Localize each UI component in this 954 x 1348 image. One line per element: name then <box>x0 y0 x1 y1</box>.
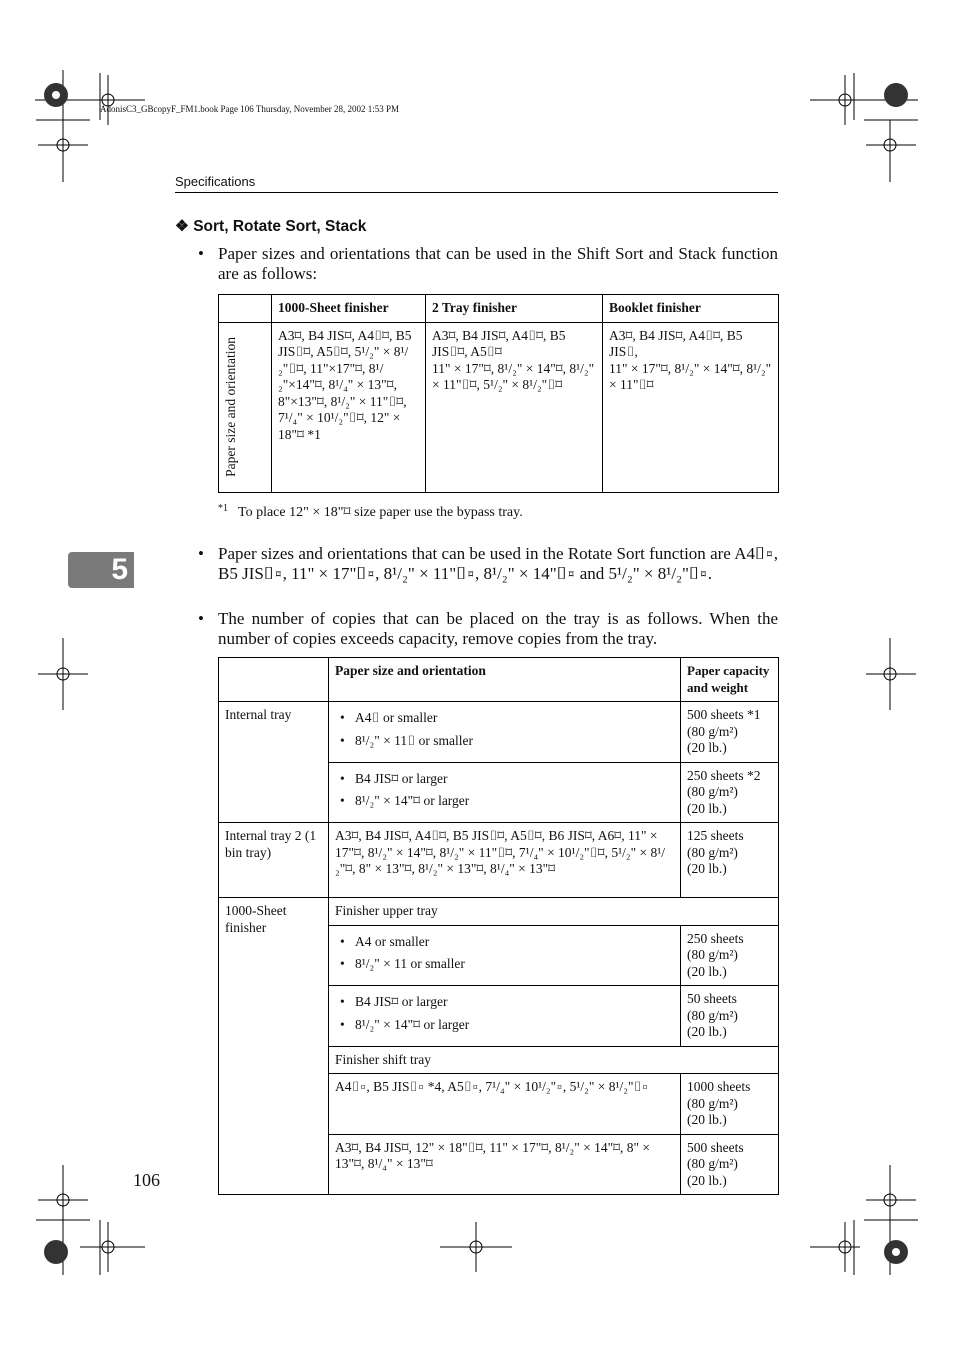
list-item: • B4 JIS⌑ or larger <box>335 771 674 788</box>
section-title: ❖ Sort, Rotate Sort, Stack <box>175 218 367 235</box>
list-item: • B4 JIS⌑ or larger <box>335 994 674 1011</box>
capacity-cell: 50 sheets (80 g/m²) (20 lb.) <box>681 986 779 1047</box>
bullet-marker: • <box>198 544 204 563</box>
table2-header: Paper size and orientation <box>329 658 681 702</box>
row-label: Paper size and orientation <box>223 337 238 477</box>
page-number: 106 <box>133 1170 160 1190</box>
finisher-shift-sizes-1: A4⌷⌑, B5 JIS⌷⌑ *4, A5⌷⌑, 7¹/₄" × 10¹/₂"⌑, 5¹/₂" × 8¹/₂"⌷⌑ <box>329 1074 681 1135</box>
file-header: AdonisC3_GBcopyF_FM1.book Page 106 Thursday, November 28, 2002 1:53 PM <box>100 104 399 114</box>
finisher-label: 1000-Sheet finisher <box>219 898 329 1195</box>
list-item: • 8¹/₂" × 14"⌑ or larger <box>335 1017 674 1034</box>
capacity-cell: 250 sheets *2 (80 g/m²) (20 lb.) <box>681 762 779 823</box>
internal-tray2-sizes: A3⌑, B4 JIS⌑, A4⌷⌑, B5 JIS⌷⌑, A5⌷⌑, B6 JIS⌑, A6⌑, 11" × 17"⌑, 8¹/₂" × 14"⌑, 8¹/₂" × 11"⌷⌑, 7¹/₄" × 10¹/₂"⌷⌑, 5¹/₂" × 8¹/₂"⌑, 8" × 13"⌑, 8¹/₂" × 13"⌑, 8¹/₄" × 13"⌑ <box>329 823 681 898</box>
table1-cell: A3⌑, B4 JIS⌑, A4⌷⌑, B5 JIS⌷⌑, A5⌷⌑, 5¹/₂" × 8¹/₂"⌷⌑, 11"×17"⌑, 8¹/₂"×14"⌑, 8¹/₄" × 13"⌑, 8"×13"⌑, 8¹/₂" × 11"⌷⌑, 7¹/₄" × 10¹/₂"⌷⌑, 12" × 18"⌑ *1 <box>272 322 426 492</box>
bullet-marker: • <box>198 609 204 628</box>
table1-header: 1000-Sheet finisher <box>272 295 426 323</box>
internal-tray-sizes-2 <box>329 762 681 823</box>
table1-header: 2 Tray finisher <box>426 295 603 323</box>
footnote-marker: *1 <box>218 503 228 514</box>
internal-tray2-label: Internal tray 2 (1 bin tray) <box>219 823 329 898</box>
table1-cell: A3⌑, B4 JIS⌑, A4⌷⌑, B5 JIS⌷, 11" × 17"⌑, 8¹/₂" × 14"⌑, 8¹/₂" × 11"⌷⌑ <box>603 322 779 492</box>
list-item: • 8¹/₂" × 11⌷ or smaller <box>335 733 674 750</box>
chapter-number: 5 <box>111 553 128 586</box>
table2-header: Paper capacity and weight <box>681 658 779 702</box>
internal-tray-sizes-1 <box>329 702 681 763</box>
list-item: • A4⌷ or smaller <box>335 710 674 727</box>
row-label-cell <box>219 322 272 492</box>
list-item: • 8¹/₂" × 11 or smaller <box>335 956 674 973</box>
table2-header-empty <box>219 658 329 702</box>
list-item: • 8¹/₂" × 14"⌑ or larger <box>335 793 674 810</box>
capacity-table <box>218 657 779 1195</box>
bullet-text-3: The number of copies that can be placed on the tray is as follows. When the number of copies exceeds capacity, remove copies from the tray. <box>218 609 778 648</box>
bullet-text-1: Paper sizes and orientations that can be used in the Shift Sort and Stack function are as follows: <box>218 244 778 283</box>
header-rule <box>175 192 778 193</box>
table1-header-empty <box>219 295 272 323</box>
finisher-shift-sizes-2: A3⌑, B4 JIS⌑, 12" × 18"⌷⌑, 11" × 17"⌑, 8¹/₂" × 14"⌑, 8" × 13"⌑, 8¹/₄" × 13"⌑ <box>329 1134 681 1195</box>
finisher-upper-sizes-2 <box>329 986 681 1047</box>
table1-header: Booklet finisher <box>603 295 779 323</box>
finisher-shift-tray-label: Finisher shift tray <box>329 1046 779 1074</box>
finisher-table <box>218 294 779 493</box>
bullet-text-2: Paper sizes and orientations that can be used in the Rotate Sort function are A4⌷⌑, B5 JIS⌷⌑, 11" × 17"⌷⌑, 8¹/₂" × 11"⌷⌑, 8¹/₂" × 14"⌷⌑ and 5¹/₂" × 8¹/₂"⌷⌑. <box>218 544 778 583</box>
table1-cell: A3⌑, B4 JIS⌑, A4⌷⌑, B5 JIS⌷⌑, A5⌷⌑ 11" × 17"⌑, 8¹/₂" × 14"⌑, 8¹/₂" × 11"⌷⌑, 5¹/₂" × 8¹/₂"⌷⌑ <box>426 322 603 492</box>
diamond-icon: ❖ <box>175 218 189 235</box>
capacity-cell: 500 sheets (80 g/m²) (20 lb.) <box>681 1134 779 1195</box>
capacity-cell: 1000 sheets (80 g/m²) (20 lb.) <box>681 1074 779 1135</box>
list-item: • A4 or smaller <box>335 934 674 951</box>
finisher-upper-tray-label: Finisher upper tray <box>329 898 779 926</box>
chapter-tab <box>68 552 134 588</box>
capacity-cell: 500 sheets *1 (80 g/m²) (20 lb.) <box>681 702 779 763</box>
footnote-text: To place 12" × 18"⌑ size paper use the bypass tray. <box>238 505 523 520</box>
finisher-upper-sizes-1 <box>329 925 681 986</box>
internal-tray-label: Internal tray <box>219 702 329 823</box>
running-header: Specifications <box>175 174 256 189</box>
bullet-marker: • <box>198 244 204 263</box>
capacity-cell: 250 sheets (80 g/m²) (20 lb.) <box>681 925 779 986</box>
capacity-cell: 125 sheets (80 g/m²) (20 lb.) <box>681 823 779 898</box>
